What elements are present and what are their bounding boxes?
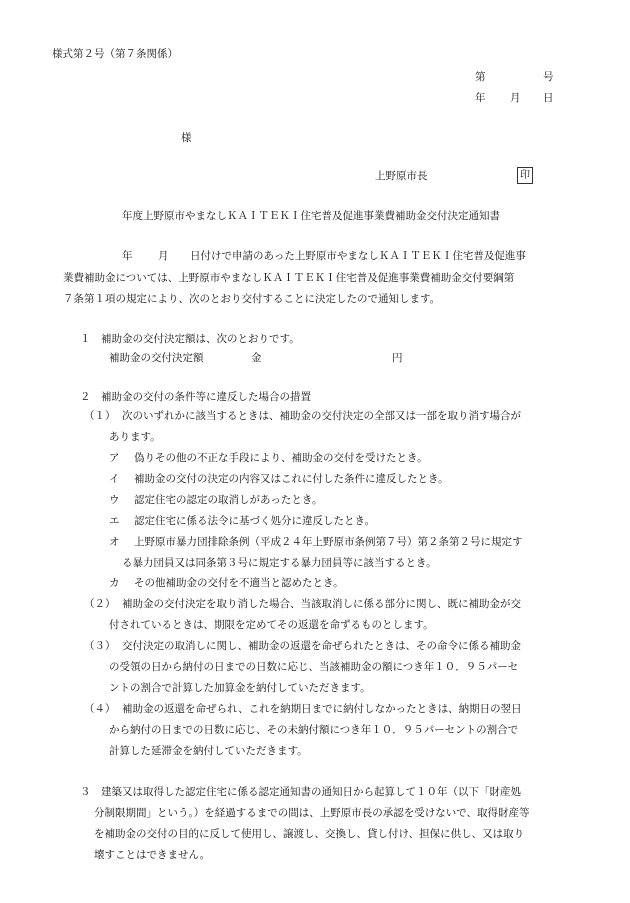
intro-line3: ７条第１項の規定により、次のとおり交付することに決定したので通知します。 [63,293,441,305]
list-item: その他補助金の交付を不適当と認めたとき。 [134,577,344,589]
p4-line3: 計算した延滞金を納付していただきます。 [109,745,308,757]
document-title: 年度上野原市やまなしＫＡＩＴＥＫＩ住宅普及促進事業費補助金交付決定通知書 [122,210,500,222]
intro-line1: 日付けで申請のあった上野原市やまなしＫＡＩＴＥＫＩ住宅普及促進事 [190,250,526,262]
list-item: 偽りその他の不正な手段により、補助金の交付を受けたとき。 [134,452,428,464]
addressee-sama: 様 [181,132,192,144]
form-number: 様式第２号（第７条関係） [52,48,178,60]
list-item-mark: カ [109,577,120,589]
amount-yen: 円 [392,352,403,364]
number-suffix: 号 [543,71,554,83]
p4-line1: 補助金の返還を命ぜられ、これを納期日までに納付しなかったときは、納期日の翌日 [122,703,522,715]
intro-year: 年 [122,250,133,262]
amount-kin: 金 [251,352,262,364]
section2-heading: ２ 補助金の交付の条件等に違反した場合の措置 [80,391,311,403]
year-label: 年 [475,92,486,104]
list-item: 上野原市暴力団排除条例（平成２４年上野原市条例第７号）第２条第２号に規定す [134,536,523,548]
intro-line2: 業費補助金については、上野原市やまなしＫＡＩＴＥＫＩ住宅普及促進事業費補助金交付要綱第 [63,272,515,284]
p2-line1: 補助金の交付決定を取り消した場合、当該取消しに係る部分に関し、既に補助金が交 [122,598,521,610]
p4-line2: から納付の日までの日数に応じ、その未納付額につき年１０．９５パーセントの割合で [109,724,519,736]
p1-number: （１） [84,410,116,422]
p4-number: （４） [84,703,116,715]
p3-line2: の受領の日から納付の日までの日数に応じ、当該補助金の額につき年１０．９５パーセ [109,661,519,673]
list-item-mark: イ [109,473,120,485]
list-item: 補助金の交付の決定の内容又はこれに付した条件に違反したとき。 [134,473,449,485]
section3-line1: ３ 建築又は取得した認定住宅に係る認定通知書の通知日から起算して１０年（以下「財産処 [80,786,521,798]
list-item: 認定住宅に係る法令に基づく処分に違反したとき。 [134,515,376,527]
list-item-mark: エ [109,515,120,527]
section3-line2: 分制限期間」という。）を経過するまでの間は、上野原市長の承認を受けないで、取得財産等 [94,807,530,819]
p1-line2: あります。 [109,431,161,443]
list-item: 認定住宅の認定の取消しがあったとき。 [134,494,323,506]
p2-number: （２） [84,598,116,610]
number-label: 第 [475,71,486,83]
p2-line2: 付されているときは、期限を定めてその返還を命ずるものとします。 [109,619,434,631]
sender-title: 上野原市長 [375,170,428,182]
section3-line4: 壊すことはできません。 [94,849,211,861]
list-item-mark: ウ [109,494,120,506]
month-label: 月 [510,92,521,104]
list-item-mark: ア [109,452,120,464]
section3-line3: を補助金の交付の目的に反して使用し、譲渡し、交換し、貸し付け、担保に供し、又は取り [94,828,525,840]
p3-number: （３） [84,640,116,652]
section1-heading: １ 補助金の交付決定額は、次のとおりです。 [80,333,300,345]
list-item-mark: オ [109,536,120,548]
list-item-continued: る暴力団員又は同条第３号に規定する暴力団員等に該当するとき。 [122,557,437,569]
p1-line1: 次のいずれかに該当するときは、補助金の交付決定の全部又は一部を取り消す場合が [122,410,521,422]
intro-month: 月 [158,250,169,262]
day-label: 日 [543,92,554,104]
seal-mark: 印 [517,167,533,184]
p3-line1: 交付決定の取消しに関し、補助金の返還を命ぜられたときは、その命令に係る補助金 [122,640,521,652]
amount-label: 補助金の交付決定額 [109,352,204,364]
p3-line3: ントの割合で計算した加算金を納付していただきます。 [109,682,371,694]
